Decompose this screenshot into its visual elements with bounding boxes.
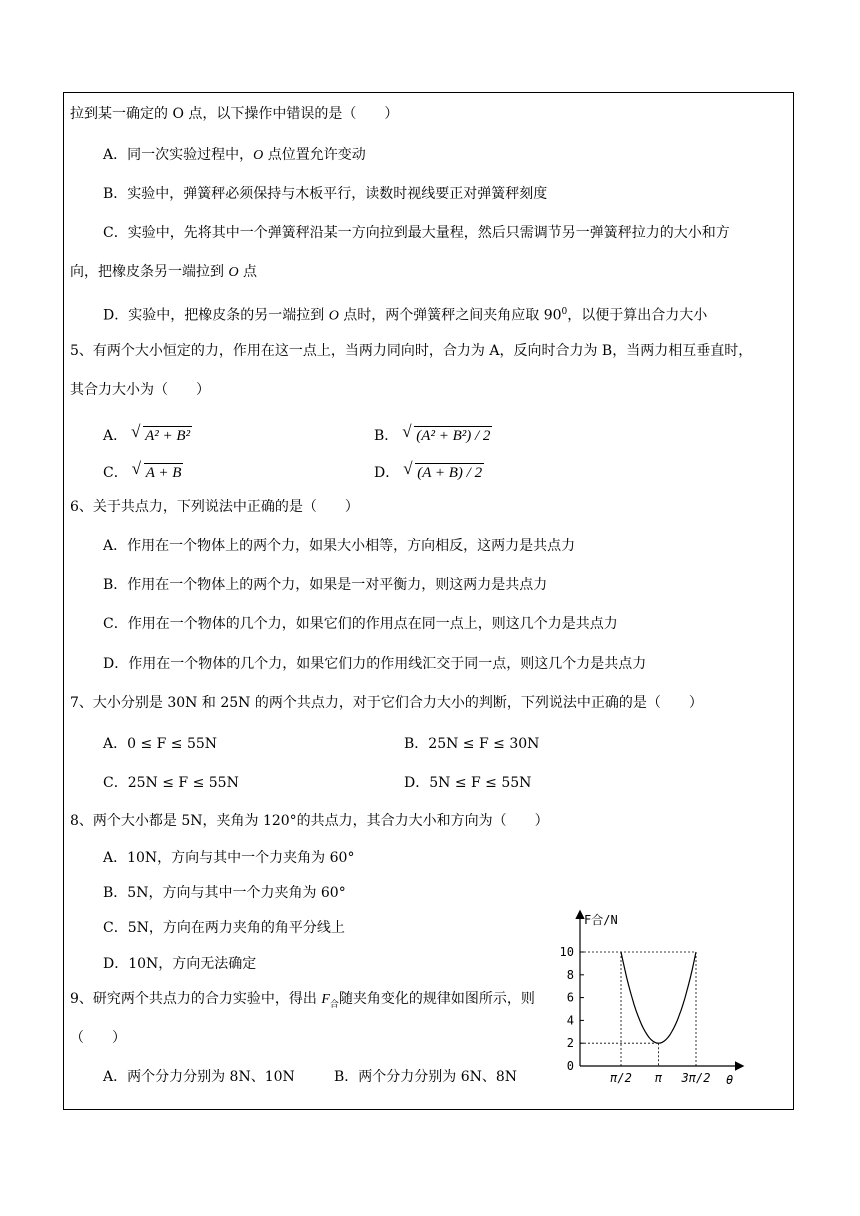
y-tick-label: 10: [559, 945, 574, 959]
q6-stem: 6、关于共点力，下列说法中正确的是（ ）: [70, 499, 359, 515]
q9-stem-line2: （ ）: [70, 1030, 126, 1046]
q7-option-c: C．25N ≤ F ≤ 55N: [103, 775, 239, 791]
q8-option-a: A．10N，方向与其中一个力夹角为 60°: [103, 850, 355, 866]
q6-option-c: C．作用在一个物体的几个力，如果它们的作用点在同一点上，则这几个力是共点力: [103, 616, 618, 632]
q5-stem-line2: 其合力大小为（ ）: [70, 382, 210, 398]
q4-option-c-line2: 向，把橡皮条另一端拉到 O 点: [70, 264, 258, 280]
q8-stem: 8、两个大小都是 5N，夹角为 120°的共点力，其合力大小和方向为（ ）: [70, 813, 549, 829]
q5-option-a: A． √ A² + B²: [103, 422, 191, 444]
q6-option-d: D．作用在一个物体的几个力，如果它们力的作用线汇交于同一点，则这几个力是共点力: [103, 656, 647, 672]
q8-option-c: C．5N，方向在两力夹角的角平分线上: [103, 920, 345, 936]
q9-option-a: A．两个分力分别为 8N、10N: [103, 1069, 295, 1085]
y-tick-label: 6: [566, 990, 574, 1005]
q5-option-d: D． √ (A + B) / 2: [374, 459, 483, 481]
y-tick-label: 8: [566, 967, 574, 982]
y-tick-label: 0: [566, 1059, 574, 1073]
resultant-force-curve: [621, 952, 696, 1043]
y-axis-label: F合/N: [584, 913, 618, 927]
x-axis-label: θ: [726, 1073, 734, 1087]
y-tick-label: 4: [566, 1013, 574, 1028]
q7-option-a: A．0 ≤ F ≤ 55N: [103, 736, 218, 752]
q5-option-b: B． √ (A² + B²) / 2: [374, 422, 491, 444]
q7-stem: 7、大小分别是 30N 和 25N 的两个共点力，对于它们合力大小的判断，下列说法中正确的是（ ）: [70, 695, 703, 711]
q9-option-b: B．两个分力分别为 6N、8N: [334, 1069, 518, 1085]
q7-option-d: D．5N ≤ F ≤ 55N: [404, 775, 532, 791]
q7-option-b: B．25N ≤ F ≤ 30N: [404, 736, 540, 752]
q4-option-a: A．同一次实验过程中，O 点位置允许变动: [103, 147, 366, 163]
q4-option-d: D．实验中，把橡皮条的另一端拉到 O 点时，两个弹簧秤之间夹角应取 $90^0$，以便于算出合力大小: [103, 307, 708, 324]
q5-option-c: C． √ A + B: [103, 459, 182, 481]
q6-option-a: A．作用在一个物体上的两个力，如果大小相等，方向相反，这两力是共点力: [103, 538, 576, 554]
y-tick-label: 2: [566, 1036, 574, 1051]
q4-option-b: B．实验中，弹簧秤必须保持与木板平行，读数时视线要正对弹簧秤刻度: [103, 186, 548, 202]
x-tick-label: π: [654, 1071, 663, 1085]
x-tick-label: 3π/2: [681, 1071, 711, 1085]
resultant-force-chart: [548, 906, 768, 1098]
q8-option-b: B．5N，方向与其中一个力夹角为 60°: [103, 885, 346, 901]
q5-stem-line1: 5、有两个大小恒定的力，作用在这一点上，当两力同向时，合力为 A，反向时合力为 B，当两力相互垂直时，: [70, 343, 753, 359]
q4-option-c-line1: C．实验中，先将其中一个弹簧秤沿某一方向拉到最大量程，然后只需调节另一弹簧秤拉力的大小和方: [103, 225, 730, 241]
x-tick-label: π/2: [610, 1071, 632, 1085]
q9-stem-line1: 9、研究两个共点力的合力实验中，得出 $F_合$随夹角变化的规律如图所示，则: [70, 991, 535, 1010]
q6-option-b: B．作用在一个物体上的两个力，如果是一对平衡力，则这两力是共点力: [103, 577, 548, 593]
q8-option-d: D．10N，方向无法确定: [103, 956, 257, 972]
q4-stem-tail: 拉到某一确定的 O 点，以下操作中错误的是（ ）: [70, 106, 399, 122]
